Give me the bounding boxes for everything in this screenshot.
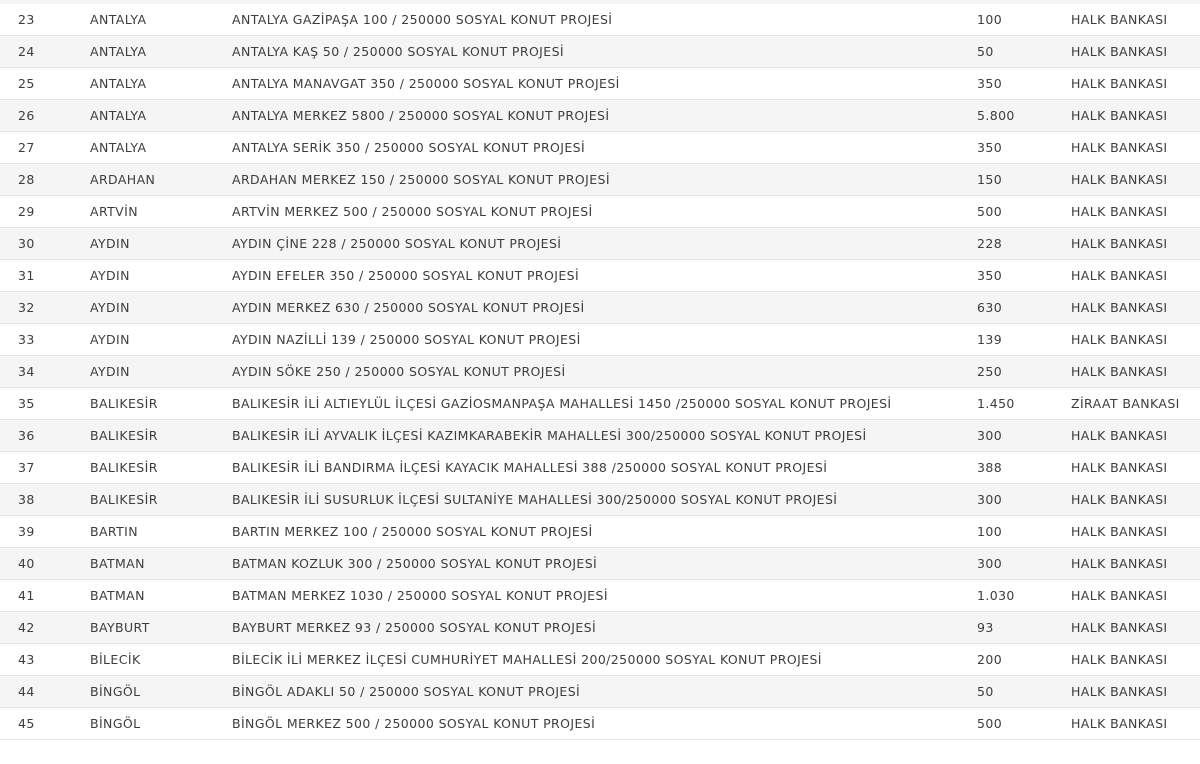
city-cell: BAYBURT bbox=[90, 620, 150, 635]
project-name-cell: AYDIN MERKEZ 630 / 250000 SOSYAL KONUT PROJESİ bbox=[232, 300, 585, 315]
housing-count-cell: 50 bbox=[977, 44, 994, 59]
housing-count-cell: 350 bbox=[977, 76, 1003, 91]
bank-cell: HALK BANKASI bbox=[1071, 108, 1168, 123]
housing-count-cell: 100 bbox=[977, 524, 1003, 539]
project-name-cell: ANTALYA SERİK 350 / 250000 SOSYAL KONUT PROJESİ bbox=[232, 140, 586, 155]
bank-cell: HALK BANKASI bbox=[1071, 140, 1168, 155]
bank-cell: HALK BANKASI bbox=[1071, 44, 1168, 59]
table-row bbox=[0, 484, 1200, 516]
housing-count-cell: 50 bbox=[977, 684, 994, 699]
table-row bbox=[0, 68, 1200, 100]
project-name-cell: AYDIN ÇİNE 228 / 250000 SOSYAL KONUT PROJESİ bbox=[232, 236, 562, 251]
table-row bbox=[0, 132, 1200, 164]
row-number: 25 bbox=[18, 76, 35, 91]
housing-count-cell: 228 bbox=[977, 236, 1003, 251]
table-row bbox=[0, 228, 1200, 260]
bank-cell: HALK BANKASI bbox=[1071, 524, 1168, 539]
table-row bbox=[0, 612, 1200, 644]
housing-count-cell: 93 bbox=[977, 620, 994, 635]
project-name-cell: BAYBURT MERKEZ 93 / 250000 SOSYAL KONUT PROJESİ bbox=[232, 620, 597, 635]
table-row bbox=[0, 388, 1200, 420]
table-row bbox=[0, 420, 1200, 452]
bank-cell: HALK BANKASI bbox=[1071, 588, 1168, 603]
city-cell: AYDIN bbox=[90, 332, 130, 347]
row-number: 35 bbox=[18, 396, 35, 411]
project-name-cell: ARDAHAN MERKEZ 150 / 250000 SOSYAL KONUT PROJESİ bbox=[232, 172, 610, 187]
table-row bbox=[0, 580, 1200, 612]
project-name-cell: BARTIN MERKEZ 100 / 250000 SOSYAL KONUT PROJESİ bbox=[232, 524, 593, 539]
housing-count-cell: 300 bbox=[977, 492, 1003, 507]
table-row bbox=[0, 260, 1200, 292]
bank-cell: HALK BANKASI bbox=[1071, 204, 1168, 219]
project-name-cell: BATMAN KOZLUK 300 / 250000 SOSYAL KONUT PROJESİ bbox=[232, 556, 598, 571]
project-name-cell: BİNGÖL ADAKLI 50 / 250000 SOSYAL KONUT PROJESİ bbox=[232, 684, 581, 699]
table-row bbox=[0, 516, 1200, 548]
table-row bbox=[0, 708, 1200, 740]
table-row bbox=[0, 676, 1200, 708]
city-cell: ANTALYA bbox=[90, 140, 147, 155]
housing-count-cell: 139 bbox=[977, 332, 1003, 347]
row-number: 42 bbox=[18, 620, 35, 635]
row-number: 43 bbox=[18, 652, 35, 667]
table-row bbox=[0, 4, 1200, 36]
table-row bbox=[0, 164, 1200, 196]
bank-cell: ZİRAAT BANKASI bbox=[1071, 396, 1180, 411]
bank-cell: HALK BANKASI bbox=[1071, 332, 1168, 347]
bank-cell: HALK BANKASI bbox=[1071, 620, 1168, 635]
housing-count-cell: 5.800 bbox=[977, 108, 1015, 123]
city-cell: BİLECİK bbox=[90, 652, 141, 667]
bank-cell: HALK BANKASI bbox=[1071, 492, 1168, 507]
city-cell: BALIKESİR bbox=[90, 492, 158, 507]
project-name-cell: BALIKESİR İLİ BANDIRMA İLÇESİ KAYACIK MAHALLESİ 388 /250000 SOSYAL KONUT PROJESİ bbox=[232, 460, 828, 475]
project-name-cell: ANTALYA MERKEZ 5800 / 250000 SOSYAL KONUT PROJESİ bbox=[232, 108, 610, 123]
city-cell: AYDIN bbox=[90, 236, 130, 251]
row-number: 37 bbox=[18, 460, 35, 475]
housing-count-cell: 350 bbox=[977, 140, 1003, 155]
housing-count-cell: 100 bbox=[977, 12, 1003, 27]
housing-count-cell: 1.450 bbox=[977, 396, 1015, 411]
city-cell: ANTALYA bbox=[90, 76, 147, 91]
project-name-cell: AYDIN SÖKE 250 / 250000 SOSYAL KONUT PROJESİ bbox=[232, 364, 566, 379]
row-number: 30 bbox=[18, 236, 35, 251]
row-number: 36 bbox=[18, 428, 35, 443]
row-number: 45 bbox=[18, 716, 35, 731]
project-name-cell: ANTALYA KAŞ 50 / 250000 SOSYAL KONUT PROJESİ bbox=[232, 44, 564, 59]
housing-count-cell: 1.030 bbox=[977, 588, 1015, 603]
row-number: 40 bbox=[18, 556, 35, 571]
city-cell: BİNGÖL bbox=[90, 684, 141, 699]
housing-count-cell: 350 bbox=[977, 268, 1003, 283]
city-cell: AYDIN bbox=[90, 364, 130, 379]
row-number: 34 bbox=[18, 364, 35, 379]
project-name-cell: BİLECİK İLİ MERKEZ İLÇESİ CUMHURİYET MAHALLESİ 200/250000 SOSYAL KONUT PROJESİ bbox=[232, 652, 822, 667]
housing-count-cell: 300 bbox=[977, 556, 1003, 571]
table-row bbox=[0, 324, 1200, 356]
row-number: 28 bbox=[18, 172, 35, 187]
housing-count-cell: 630 bbox=[977, 300, 1003, 315]
project-name-cell: BALIKESİR İLİ AYVALIK İLÇESİ KAZIMKARABEKİR MAHALLESİ 300/250000 SOSYAL KONUT PROJESİ bbox=[232, 428, 867, 443]
row-number: 33 bbox=[18, 332, 35, 347]
row-number: 32 bbox=[18, 300, 35, 315]
city-cell: BATMAN bbox=[90, 556, 145, 571]
bank-cell: HALK BANKASI bbox=[1071, 76, 1168, 91]
project-name-cell: BATMAN MERKEZ 1030 / 250000 SOSYAL KONUT PROJESİ bbox=[232, 588, 608, 603]
row-number: 29 bbox=[18, 204, 35, 219]
city-cell: AYDIN bbox=[90, 268, 130, 283]
bank-cell: HALK BANKASI bbox=[1071, 172, 1168, 187]
city-cell: BARTIN bbox=[90, 524, 138, 539]
table-row bbox=[0, 100, 1200, 132]
project-name-cell: AYDIN EFELER 350 / 250000 SOSYAL KONUT PROJESİ bbox=[232, 268, 580, 283]
row-number: 26 bbox=[18, 108, 35, 123]
row-number: 27 bbox=[18, 140, 35, 155]
project-name-cell: BİNGÖL MERKEZ 500 / 250000 SOSYAL KONUT PROJESİ bbox=[232, 716, 596, 731]
housing-count-cell: 500 bbox=[977, 204, 1003, 219]
city-cell: AYDIN bbox=[90, 300, 130, 315]
city-cell: ANTALYA bbox=[90, 108, 147, 123]
housing-count-cell: 500 bbox=[977, 716, 1003, 731]
bank-cell: HALK BANKASI bbox=[1071, 364, 1168, 379]
row-number: 44 bbox=[18, 684, 35, 699]
housing-count-cell: 200 bbox=[977, 652, 1003, 667]
city-cell: BALIKESİR bbox=[90, 428, 158, 443]
bank-cell: HALK BANKASI bbox=[1071, 268, 1168, 283]
project-name-cell: BALIKESİR İLİ ALTIEYLÜL İLÇESİ GAZİOSMANPAŞA MAHALLESİ 1450 /250000 SOSYAL KONUT PROJESİ bbox=[232, 396, 892, 411]
city-cell: BATMAN bbox=[90, 588, 145, 603]
table-row bbox=[0, 644, 1200, 676]
city-cell: BALIKESİR bbox=[90, 460, 158, 475]
table-row bbox=[0, 452, 1200, 484]
row-number: 41 bbox=[18, 588, 35, 603]
row-number: 39 bbox=[18, 524, 35, 539]
housing-count-cell: 150 bbox=[977, 172, 1003, 187]
city-cell: BİNGÖL bbox=[90, 716, 141, 731]
bank-cell: HALK BANKASI bbox=[1071, 652, 1168, 667]
housing-count-cell: 250 bbox=[977, 364, 1003, 379]
bank-cell: HALK BANKASI bbox=[1071, 12, 1168, 27]
project-name-cell: ANTALYA GAZİPAŞA 100 / 250000 SOSYAL KONUT PROJESİ bbox=[232, 12, 613, 27]
project-name-cell: ARTVİN MERKEZ 500 / 250000 SOSYAL KONUT PROJESİ bbox=[232, 204, 593, 219]
city-cell: ARDAHAN bbox=[90, 172, 156, 187]
project-name-cell: BALIKESİR İLİ SUSURLUK İLÇESİ SULTANİYE MAHALLESİ 300/250000 SOSYAL KONUT PROJESİ bbox=[232, 492, 838, 507]
row-number: 38 bbox=[18, 492, 35, 507]
city-cell: ANTALYA bbox=[90, 44, 147, 59]
city-cell: ANTALYA bbox=[90, 12, 147, 27]
bank-cell: HALK BANKASI bbox=[1071, 236, 1168, 251]
city-cell: BALIKESİR bbox=[90, 396, 158, 411]
city-cell: ARTVİN bbox=[90, 204, 138, 219]
table-row bbox=[0, 356, 1200, 388]
bank-cell: HALK BANKASI bbox=[1071, 300, 1168, 315]
bank-cell: HALK BANKASI bbox=[1071, 556, 1168, 571]
housing-count-cell: 300 bbox=[977, 428, 1003, 443]
row-number: 24 bbox=[18, 44, 35, 59]
row-number: 31 bbox=[18, 268, 35, 283]
table-row bbox=[0, 36, 1200, 68]
housing-count-cell: 388 bbox=[977, 460, 1003, 475]
bank-cell: HALK BANKASI bbox=[1071, 684, 1168, 699]
project-name-cell: AYDIN NAZİLLİ 139 / 250000 SOSYAL KONUT PROJESİ bbox=[232, 332, 581, 347]
table-row bbox=[0, 196, 1200, 228]
bank-cell: HALK BANKASI bbox=[1071, 460, 1168, 475]
bank-cell: HALK BANKASI bbox=[1071, 428, 1168, 443]
project-name-cell: ANTALYA MANAVGAT 350 / 250000 SOSYAL KONUT PROJESİ bbox=[232, 76, 620, 91]
bank-cell: HALK BANKASI bbox=[1071, 716, 1168, 731]
table-row bbox=[0, 548, 1200, 580]
table-row bbox=[0, 292, 1200, 324]
projects-table bbox=[0, 4, 1200, 740]
row-number: 23 bbox=[18, 12, 35, 27]
